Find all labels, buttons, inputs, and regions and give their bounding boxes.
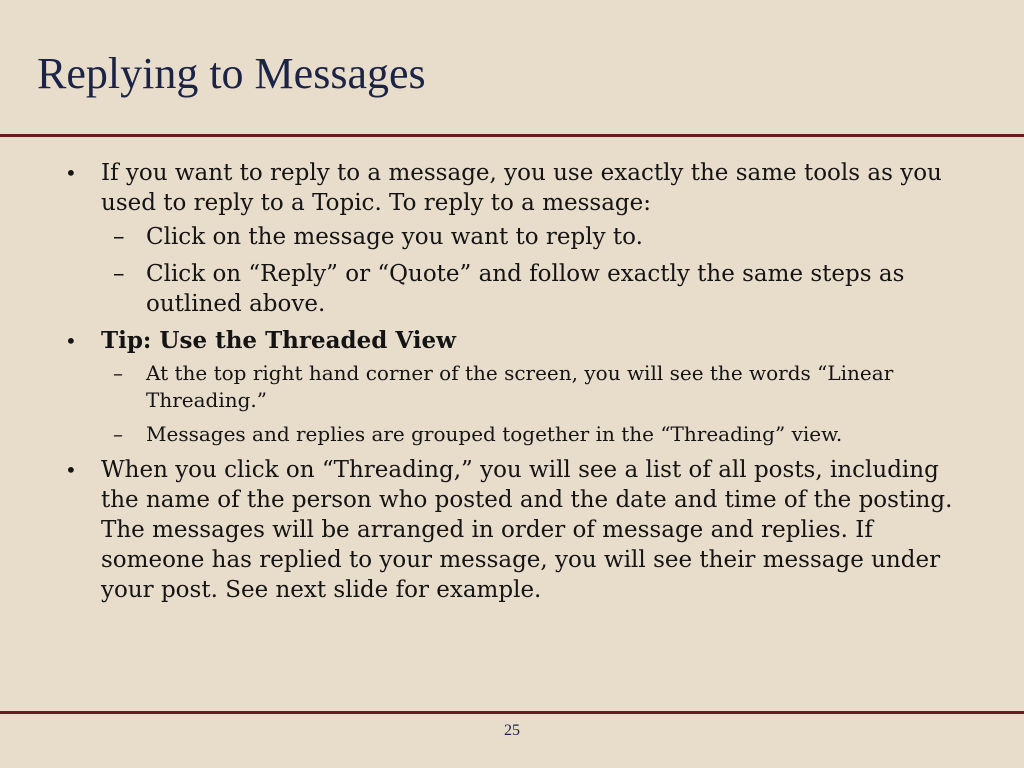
bullet-marker: • [65,458,77,482]
sub-bullet-list [101,222,972,319]
sub-bullet-text: Click on the message you want to reply to. [146,224,643,250]
bullet-text: When you click on “Threading,” you will see a list of all posts, including the name of the person who posted and the date and time of the posting. The messages will be arranged in order of message and replies. If someone has replied to your message, you will see their message under your post. See next slide for example. [101,457,953,603]
sub-bullet-item [62,421,972,448]
slide-title: Replying to Messages [37,49,426,98]
page-number: 25 [504,722,520,739]
bullet-item [62,455,972,605]
dash-marker: – [113,224,125,250]
sub-bullet-text: At the top right hand corner of the screen, you will see the words “Linear Threading.” [146,361,894,412]
sub-bullet-text: Messages and replies are grouped together in the “Threading” view. [146,422,843,446]
footer-divider [0,711,1024,714]
sub-bullet-item [62,259,972,319]
dash-marker: – [113,261,125,287]
bullet-list [62,158,972,611]
bullet-marker: • [65,161,77,185]
sub-bullet-text: Click on “Reply” or “Quote” and follow exactly the same steps as outlined above. [146,261,905,317]
title-divider [0,134,1024,137]
tip-heading-item [62,326,972,448]
sub-bullet-list [101,360,972,448]
bullet-text: If you want to reply to a message, you use exactly the same tools as you used to reply to a Topic. To reply to a message: [101,160,942,216]
bullet-item [62,158,972,319]
dash-marker: – [113,361,123,385]
tip-heading: Tip: Use the Threaded View [101,327,456,354]
bullet-marker: • [65,329,77,353]
dash-marker: – [113,422,123,446]
sub-bullet-item [62,360,972,414]
sub-bullet-item [62,222,972,252]
